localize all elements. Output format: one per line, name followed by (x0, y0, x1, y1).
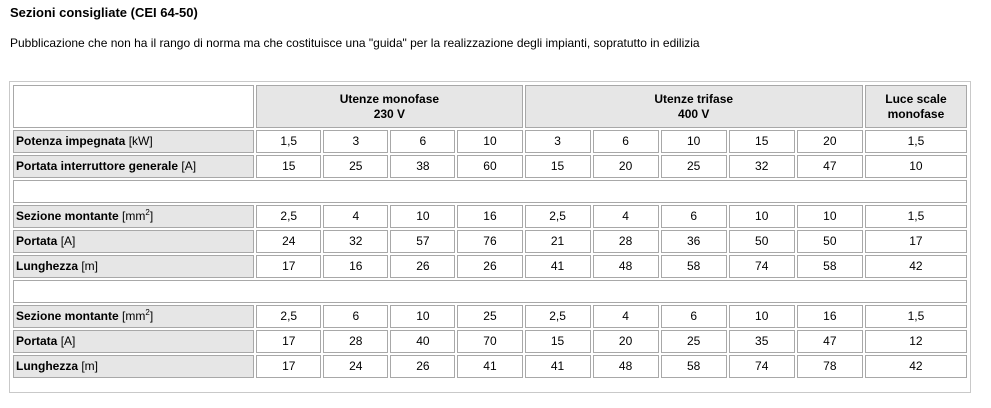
row-portata-interruttore (13, 155, 967, 178)
table-cell: 15 (525, 330, 591, 353)
row-portata (13, 230, 967, 253)
table-cell: 70 (457, 330, 522, 353)
row-label: Portata [A] (13, 230, 254, 253)
table-cell: 4 (593, 305, 659, 328)
table-cell: 24 (323, 355, 388, 378)
table-cell: 47 (797, 330, 863, 353)
table-cell: 10 (661, 130, 727, 153)
table-cell: 28 (593, 230, 659, 253)
table-cell: 76 (457, 230, 522, 253)
table-cell: 10 (729, 305, 795, 328)
table-cell: 17 (256, 330, 321, 353)
table-cell: 6 (593, 130, 659, 153)
table-cell: 57 (390, 230, 455, 253)
table-cell: 42 (865, 355, 967, 378)
table-cell: 20 (593, 330, 659, 353)
page-title: Sezioni consigliate (CEI 64-50) (10, 5, 198, 20)
table-cell: 15 (729, 130, 795, 153)
row-portata (13, 330, 967, 353)
table-cell: 35 (729, 330, 795, 353)
table-cell: 26 (390, 255, 455, 278)
table-cell: 20 (593, 155, 659, 178)
table-cell: 16 (457, 205, 522, 228)
table-cell: 10 (797, 205, 863, 228)
table-cell: 60 (457, 155, 522, 178)
table-cell: 41 (457, 355, 522, 378)
table-cell: 25 (323, 155, 388, 178)
spacer-row (13, 180, 967, 203)
header-luce-line2: monofase (887, 106, 945, 121)
row-label: Sezione montante $[mm^2]$ (13, 205, 254, 228)
table-cell: 17 (256, 255, 321, 278)
table-cell: 58 (661, 355, 727, 378)
row-lunghezza (13, 255, 967, 278)
sections-table (11, 83, 969, 380)
table-cell: 25 (457, 305, 522, 328)
header-empty-cell (13, 85, 254, 128)
table-cell: 3 (525, 130, 591, 153)
header-trifase (525, 85, 863, 128)
table-cell: 41 (525, 255, 591, 278)
table-cell: 26 (390, 355, 455, 378)
table-cell: 10 (457, 130, 522, 153)
header-trifase-line1: Utenze trifase (654, 91, 734, 106)
table-cell: 24 (256, 230, 321, 253)
table-cell: 6 (390, 130, 455, 153)
table-cell: 74 (729, 255, 795, 278)
row-sezione-montante (13, 305, 967, 328)
table-cell: 12 (865, 330, 967, 353)
table-cell: 25 (661, 330, 727, 353)
table-cell: 1,5 (865, 205, 967, 228)
table-cell: 40 (390, 330, 455, 353)
row-label: Portata interruttore generale [A] (13, 155, 254, 178)
table-cell: 20 (797, 130, 863, 153)
table-cell: 41 (525, 355, 591, 378)
table-cell: 32 (729, 155, 795, 178)
table-cell: 1,5 (865, 305, 967, 328)
table-cell: 6 (661, 205, 727, 228)
table-cell: 26 (457, 255, 522, 278)
table-cell: 21 (525, 230, 591, 253)
table-cell: 16 (797, 305, 863, 328)
spacer-cell (13, 280, 967, 303)
sections-table-container (9, 81, 971, 393)
header-monofase-line1: Utenze monofase (339, 91, 440, 106)
header-monofase (256, 85, 522, 128)
row-label: Sezione montante $[mm^2]$ (13, 305, 254, 328)
table-cell: 10 (865, 155, 967, 178)
table-cell: 17 (865, 230, 967, 253)
table-cell: 48 (593, 355, 659, 378)
header-row (13, 85, 967, 128)
row-label: Potenza impegnata [kW] (13, 130, 254, 153)
table-cell: 25 (661, 155, 727, 178)
table-cell: 50 (729, 230, 795, 253)
table-cell: 32 (323, 230, 388, 253)
table-cell: 42 (865, 255, 967, 278)
table-cell: 58 (797, 255, 863, 278)
row-sezione-montante (13, 205, 967, 228)
table-cell: 78 (797, 355, 863, 378)
row-lunghezza (13, 355, 967, 378)
table-cell: 15 (256, 155, 321, 178)
table-cell: 6 (661, 305, 727, 328)
table-cell: 10 (390, 205, 455, 228)
row-label: Lunghezza [m] (13, 355, 254, 378)
row-potenza-impegnata (13, 130, 967, 153)
table-cell: 74 (729, 355, 795, 378)
table-cell: 2,5 (256, 205, 321, 228)
table-cell: 58 (661, 255, 727, 278)
table-cell: 15 (525, 155, 591, 178)
table-cell: 2,5 (525, 305, 591, 328)
table-cell: 2,5 (256, 305, 321, 328)
table-cell: 1,5 (256, 130, 321, 153)
table-cell: 50 (797, 230, 863, 253)
table-cell: 6 (323, 305, 388, 328)
table-cell: 36 (661, 230, 727, 253)
table-cell: 10 (729, 205, 795, 228)
spacer-row (13, 280, 967, 303)
header-luce-line1: Luce scale (885, 91, 947, 106)
table-cell: 28 (323, 330, 388, 353)
header-luce-scale (865, 85, 967, 128)
table-cell: 4 (323, 205, 388, 228)
table-cell: 16 (323, 255, 388, 278)
page-subtitle: Pubblicazione che non ha il rango di norma ma che costituisce una "guida" per la realizzazione degli impianti, sopratutto in edilizia (10, 36, 700, 50)
table-cell: 48 (593, 255, 659, 278)
table-cell: 2,5 (525, 205, 591, 228)
table-cell: 1,5 (865, 130, 967, 153)
row-label: Lunghezza [m] (13, 255, 254, 278)
spacer-cell (13, 180, 967, 203)
table-cell: 10 (390, 305, 455, 328)
row-label: Portata [A] (13, 330, 254, 353)
header-monofase-line2: 230 V (373, 106, 406, 121)
table-cell: 4 (593, 205, 659, 228)
table-cell: 38 (390, 155, 455, 178)
table-cell: 47 (797, 155, 863, 178)
table-cell: 17 (256, 355, 321, 378)
header-trifase-line2: 400 V (678, 106, 710, 121)
table-cell: 3 (323, 130, 388, 153)
